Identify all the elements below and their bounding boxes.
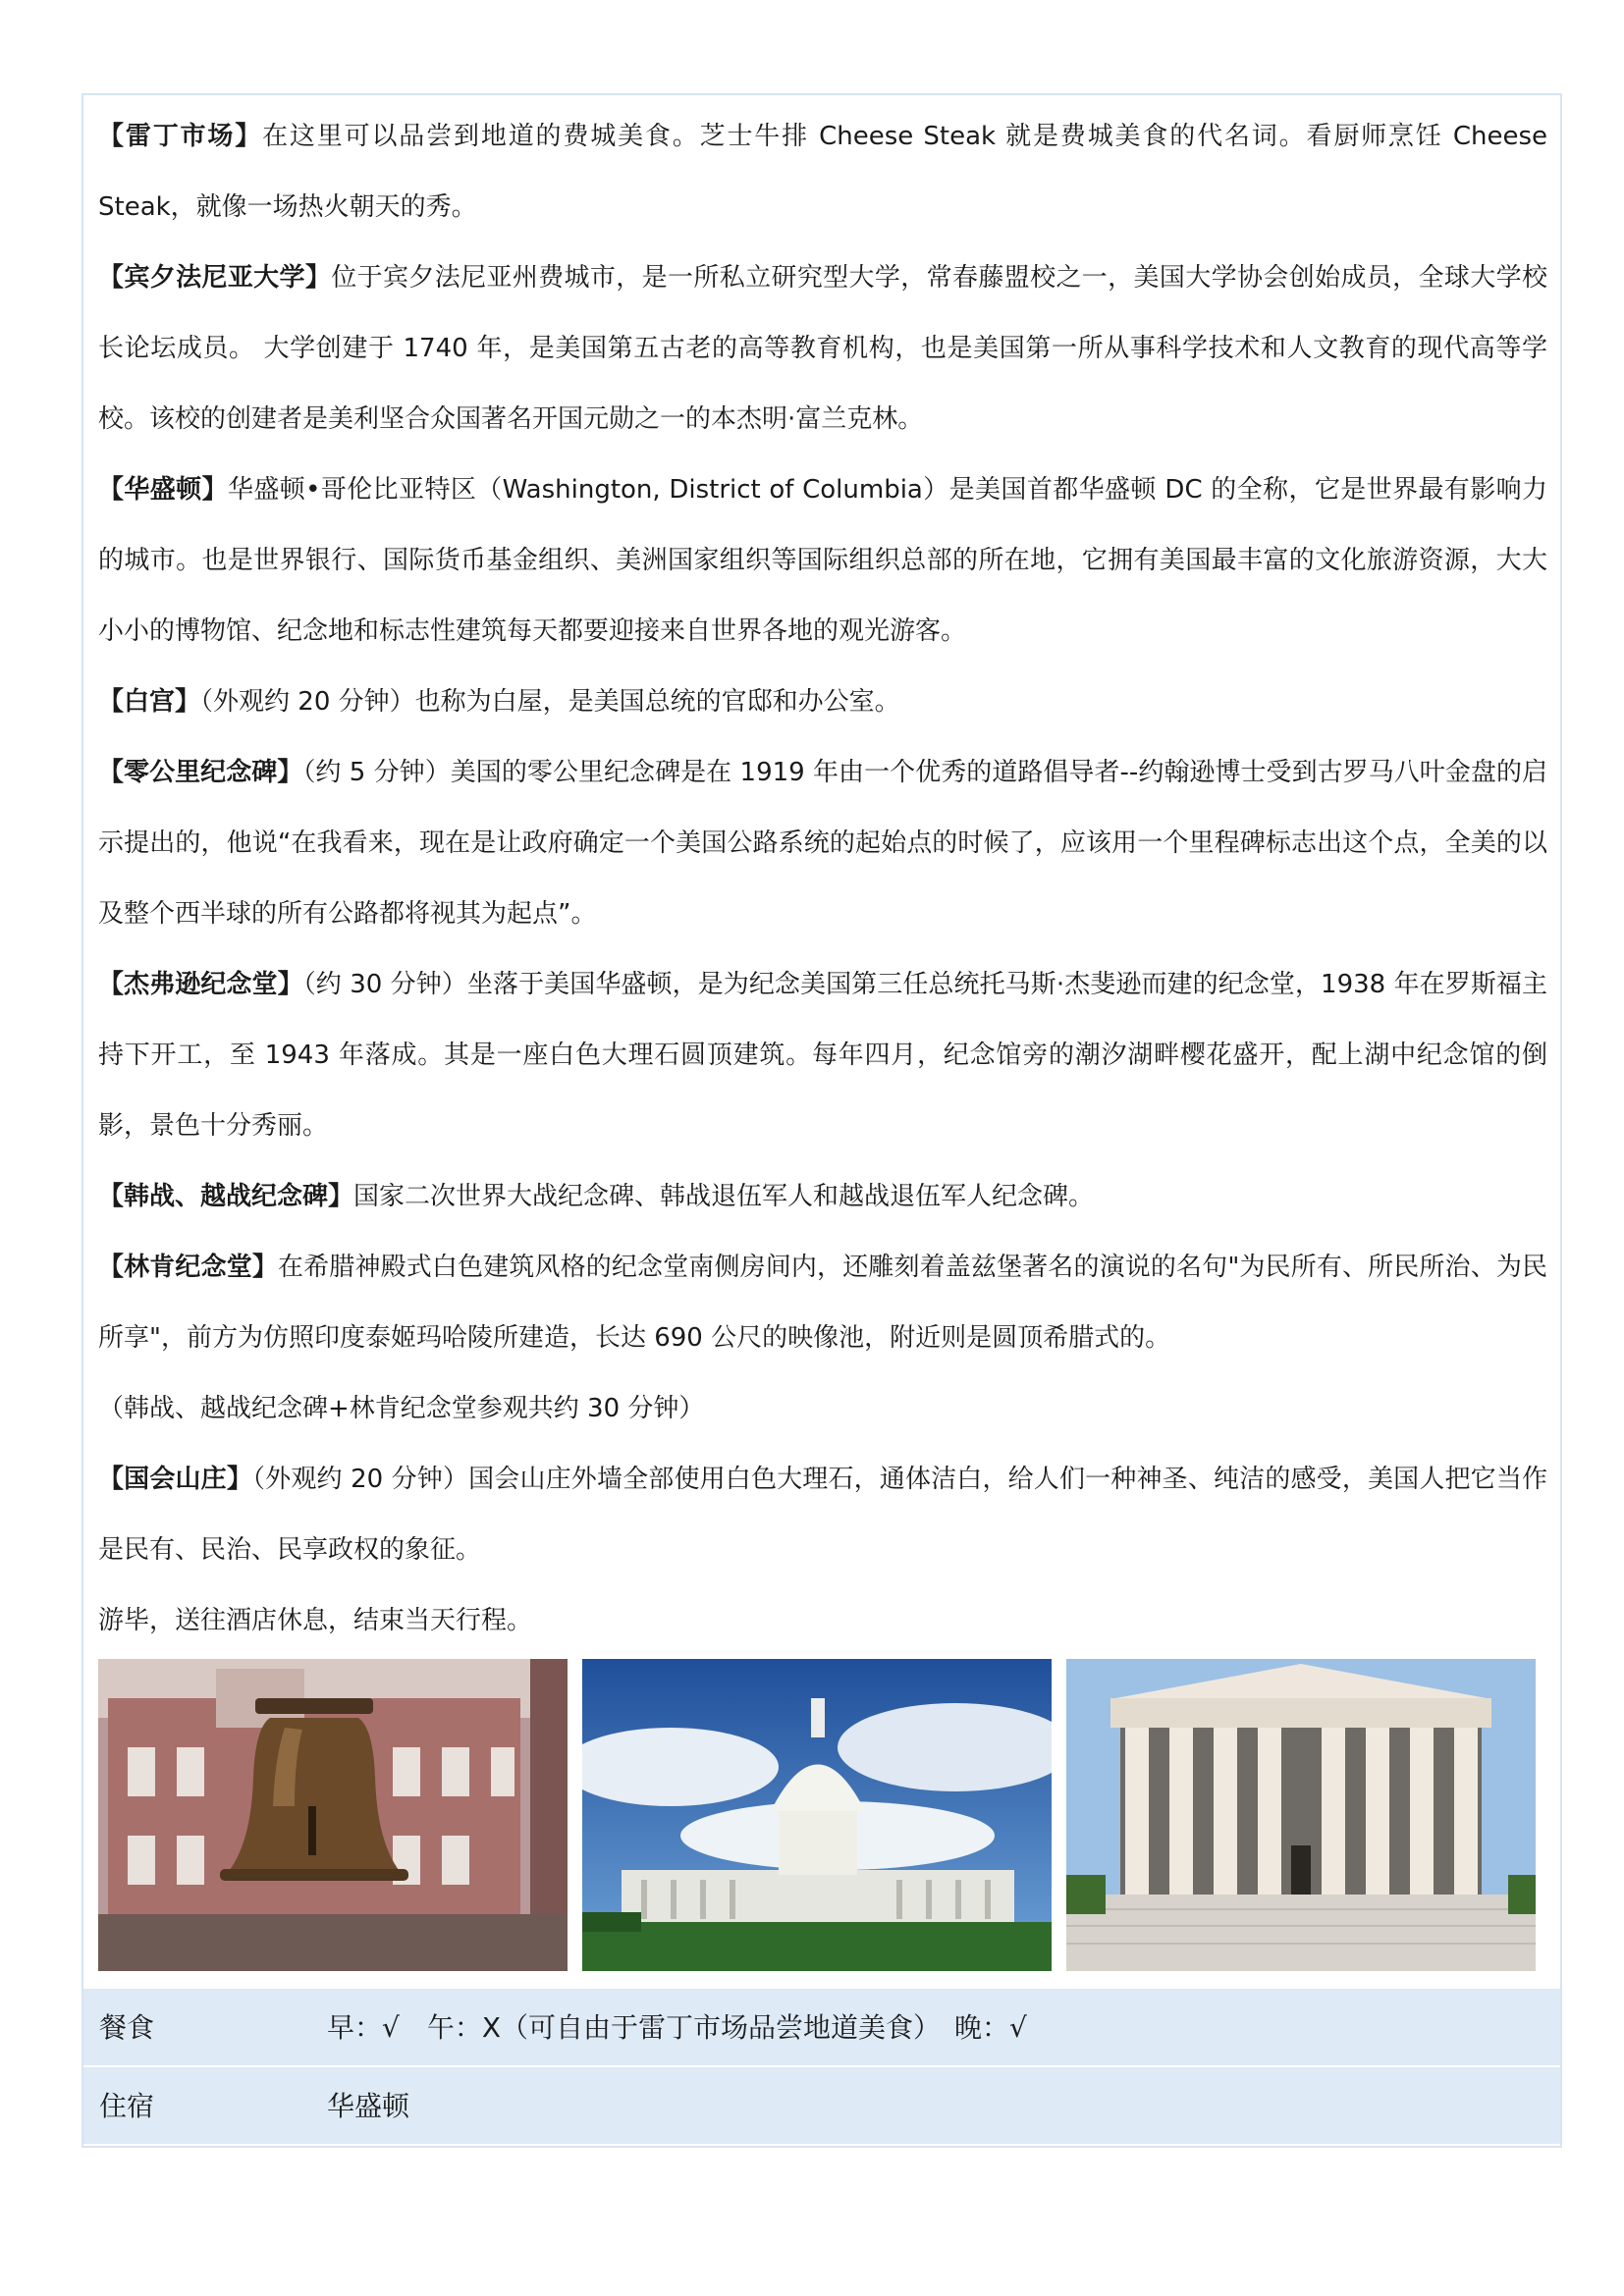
meals-row [83,1987,1560,2065]
text-washington: 华盛顿•哥伦比亚特区（Washington, District of Columbia）是美国首都华盛顿 DC 的全称，它是世界最有影响力的城市。也是世界银行、国际货币基金组织、美洲国家组织等国际组织总部的所在地，它拥有美国最丰富的文化旅游资源，大大小小的博物馆、纪念地和标志性建筑每天都要迎接来自世界各地的观光游客。 [98,475,1547,646]
capitol-photo [582,1659,1052,1971]
heading-jefferson: 【杰弗逊纪念堂】 [98,970,303,999]
paragraph-war-memorials [98,1161,1547,1232]
text-zero-milestone: （约 5 分钟）美国的零公里纪念碑是在 1919 年由一个优秀的道路倡导者--约翰逊博士受到古罗马八叶金盘的启示提出的，他说“在我看来，现在是让政府确定一个美国公路系统的起始点的时候了，应该用一个里程碑标志出这个点，全美的以及整个西半球的所有公路都将视其为起点”。 [98,758,1547,929]
paragraph-capitol [98,1444,1547,1585]
paragraph-reading-market [98,101,1547,242]
photo-strip [98,1659,1542,1971]
heading-washington: 【华盛顿】 [98,475,228,505]
text-upenn: 位于宾夕法尼亚州费城市，是一所私立研究型大学，常春藤盟校之一，美国大学协会创始成员，全球大学校长论坛成员。 大学创建于 1740 年，是美国第五古老的高等教育机构，也是美国第一所从事科学技术和人文教育的现代高等学校。该校的创建者是美利坚合众国著名开国元勋之一的本杰明·富兰克林。 [98,263,1547,434]
accommodation-value: 华盛顿 [327,2090,410,2122]
heading-zero-milestone: 【零公里纪念碑】 [98,758,303,787]
text-reading-market: 在这里可以品尝到地道的费城美食。芝士牛排 Cheese Steak 就是费城美食的代名词。看厨师烹饪 Cheese Steak，就像一场热火朝天的秀。 [98,122,1547,222]
paragraph-upenn [98,242,1547,454]
info-table [83,1987,1560,2144]
liberty-bell-photo [98,1659,568,1971]
text-lincoln: 在希腊神殿式白色建筑风格的纪念堂南侧房间内，还雕刻着盖兹堡著名的演说的名句"为民所有、所民所治、为民所享"，前方为仿照印度泰姬玛哈陵所建造，长达 690 公尺的映像池，附近则是圆顶希腊式的。 [98,1253,1547,1353]
paragraph-white-house [98,667,1547,737]
heading-capitol: 【国会山庄】 [98,1465,253,1494]
paragraph-end-of-day [98,1585,1547,1656]
paragraph-lincoln [98,1232,1547,1373]
heading-reading-market: 【雷丁市场】 [98,122,263,151]
heading-white-house: 【白宫】 [98,687,201,717]
text-war-memorials: 国家二次世界大战纪念碑、韩战退伍军人和越战退伍军人纪念碑。 [353,1182,1095,1211]
text-capitol: （外观约 20 分钟）国会山庄外墙全部使用白色大理石，通体洁白，给人们一种神圣、纯洁的感受，美国人把它当作是民有、民治、民享政权的象征。 [98,1465,1547,1565]
heading-lincoln: 【林肯纪念堂】 [98,1253,279,1282]
accommodation-row [83,2065,1560,2144]
accommodation-label: 住宿 [99,2090,155,2122]
jefferson-memorial-photo [1066,1659,1536,1971]
text-visit-duration-note: （韩战、越战纪念碑+林肯纪念堂参观共约 30 分钟） [98,1394,705,1423]
paragraph-zero-milestone [98,737,1547,949]
heading-war-memorials: 【韩战、越战纪念碑】 [98,1182,354,1211]
meals-label: 餐食 [99,2011,155,2044]
text-jefferson: （约 30 分钟）坐落于美国华盛顿，是为纪念美国第三任总统托马斯·杰斐逊而建的纪念堂，1938 年在罗斯福主持下开工，至 1943 年落成。其是一座白色大理石圆顶建筑。每年四月，纪念馆旁的潮汐湖畔樱花盛开，配上湖中纪念馆的倒影，景色十分秀丽。 [98,970,1547,1141]
heading-upenn: 【宾夕法尼亚大学】 [98,263,332,293]
paragraph-washington [98,454,1547,667]
text-end-of-day: 游毕，送往酒店休息，结束当天行程。 [98,1606,533,1635]
paragraph-jefferson [98,949,1547,1161]
meals-value: 早：√ 午：X（可自由于雷丁市场品尝地道美食） 晚：√ [327,2011,1027,2044]
text-white-house: （外观约 20 分钟）也称为白屋，是美国总统的官邸和办公室。 [200,687,900,717]
itinerary-text [98,101,1547,1656]
paragraph-visit-duration-note [98,1373,1547,1444]
